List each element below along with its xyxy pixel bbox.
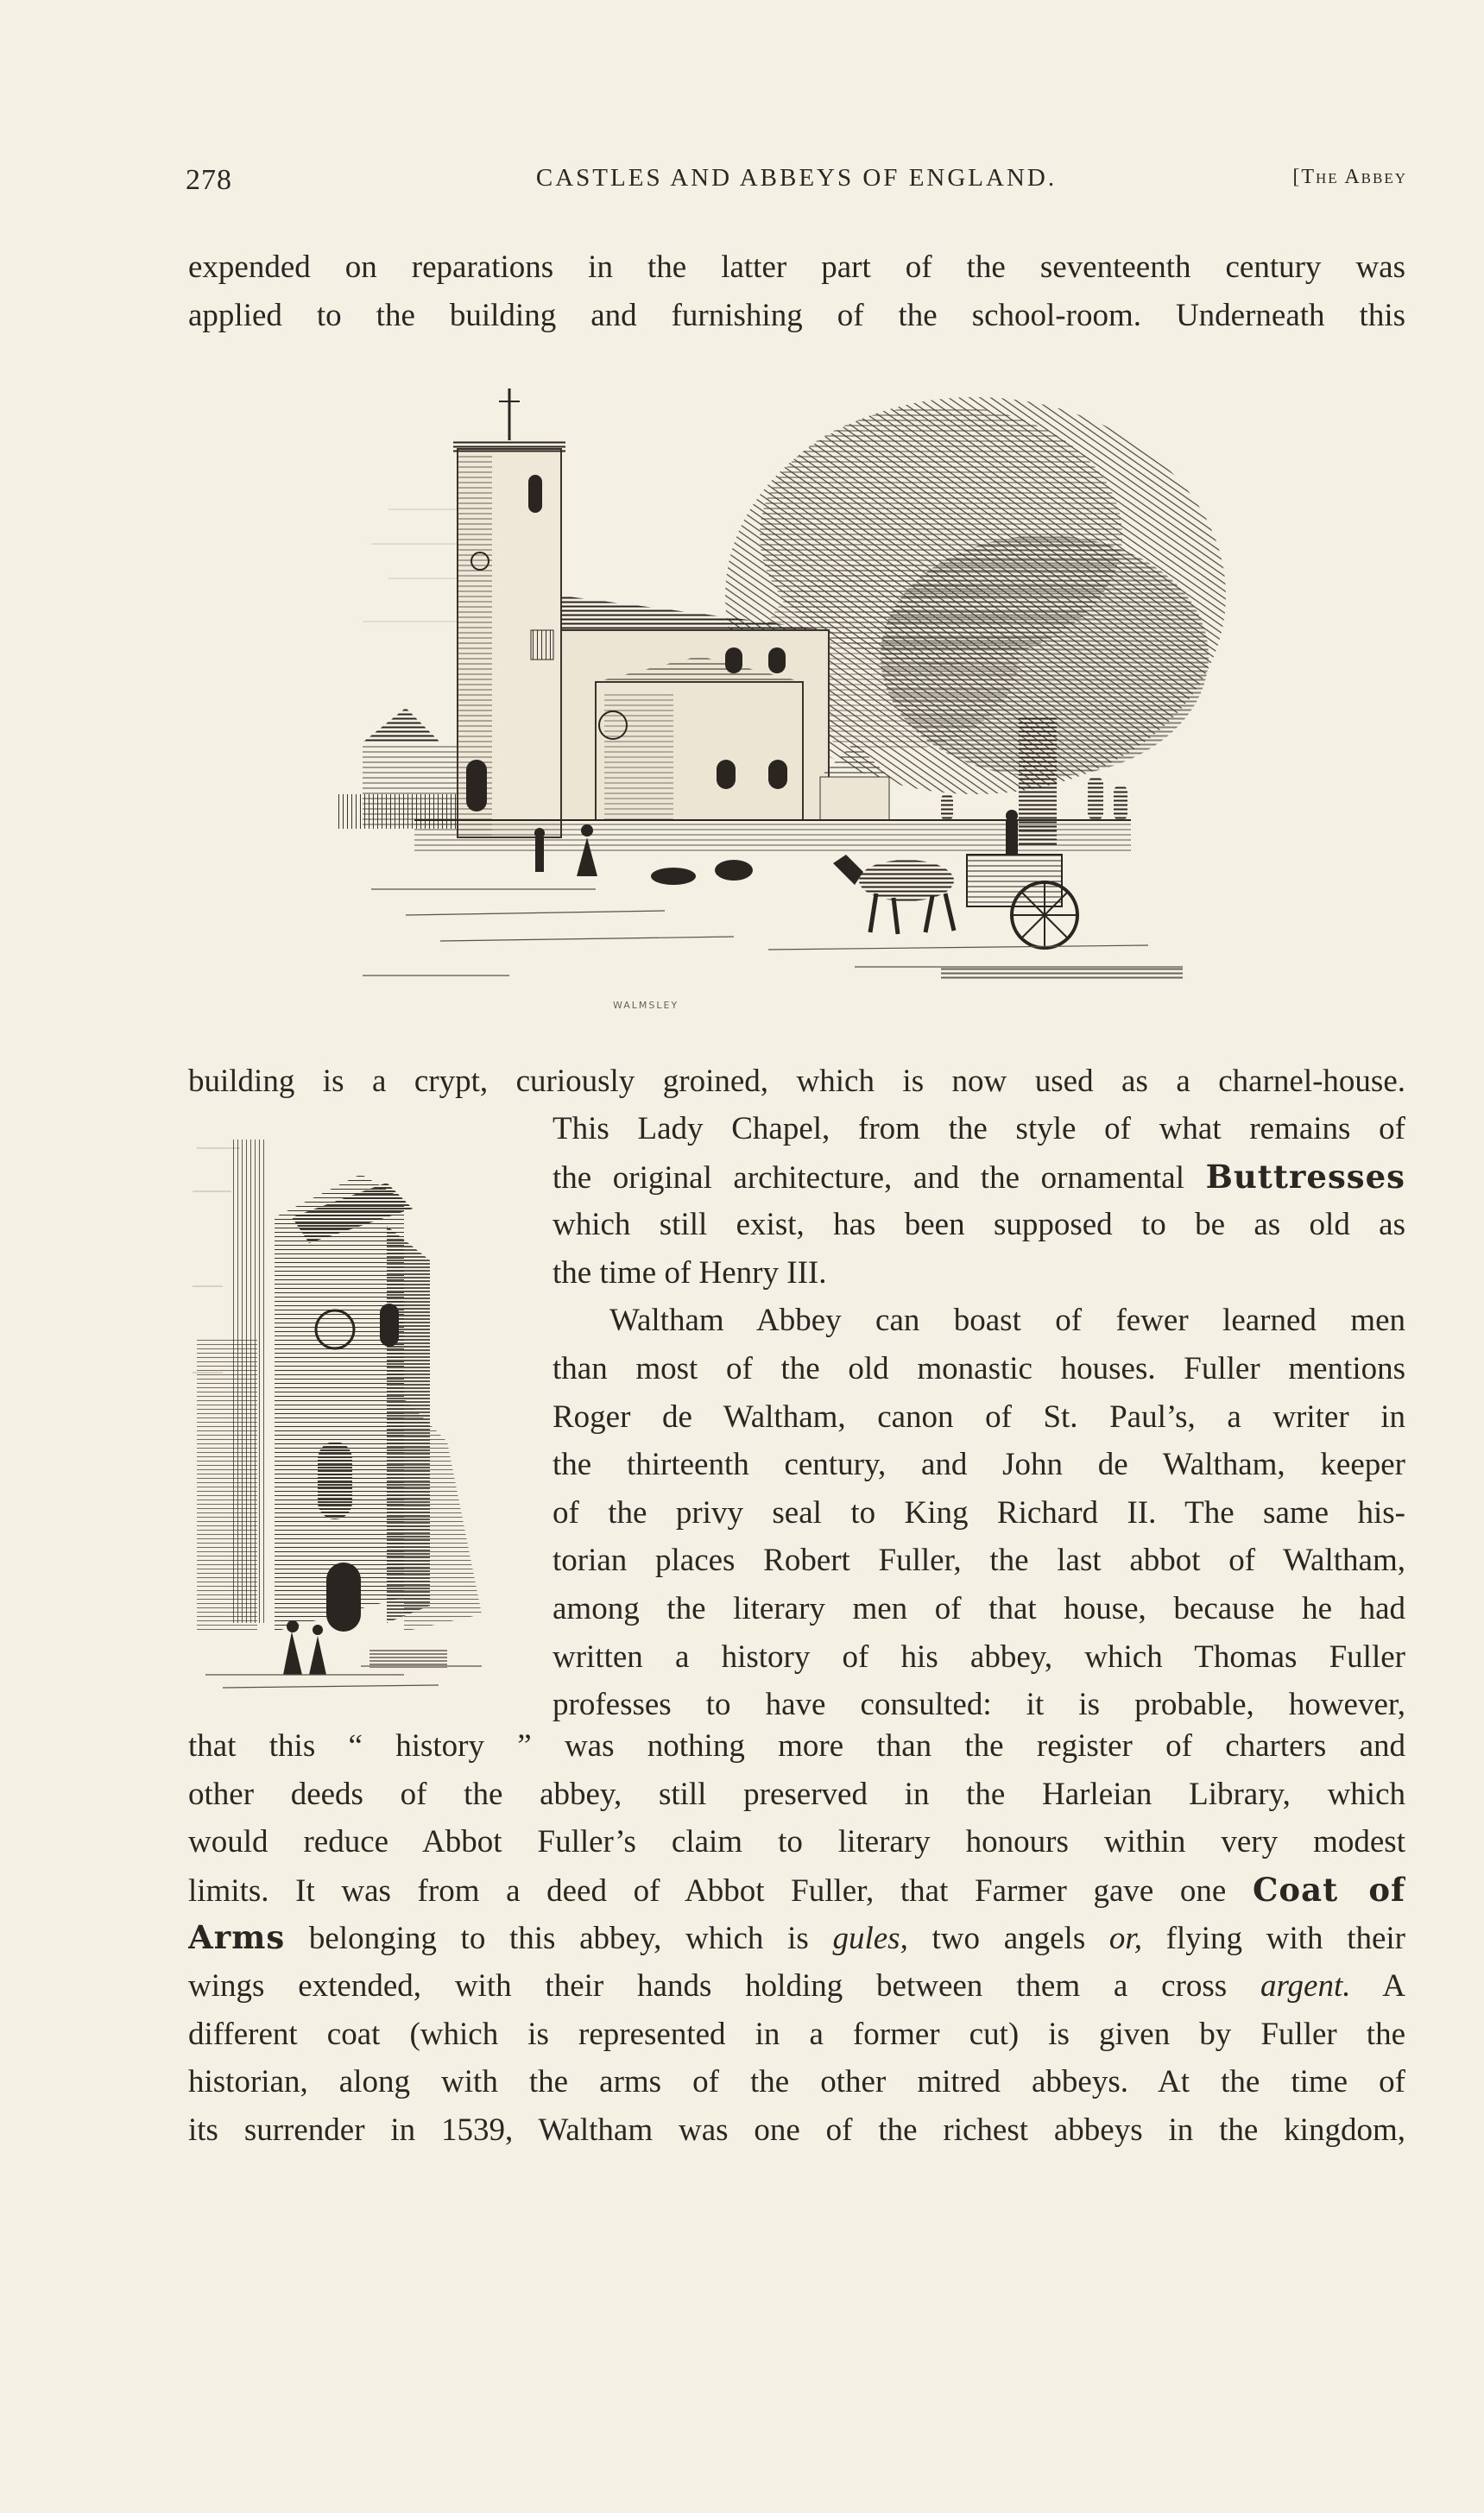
bottom-paragraph <box>188 1722 1405 2154</box>
church-engraving <box>337 371 1235 1027</box>
blackletter-arms: Arms <box>188 1918 286 1957</box>
text-line: professes to have consulted: it is probable, however, <box>553 1687 1405 1723</box>
text-line: different coat (which is represented in a former cut) is given by Fuller the <box>188 2016 1405 2052</box>
crypt-line <box>188 1058 1405 1106</box>
text-line: Arms belonging to this abbey, which is gules, two angels or, flying with their <box>188 1918 1405 1957</box>
text-line: expended on reparations in the latter part of the seventeenth century was <box>188 249 1405 285</box>
text-line: of the privy seal to King Richard II. The same his- <box>553 1494 1405 1531</box>
engraver-signature: WALMSLEY <box>613 1000 679 1011</box>
text-line-indent: Waltham Abbey can boast of fewer learned men <box>609 1303 1405 1339</box>
top-paragraph <box>188 243 1405 339</box>
running-title: CASTLES AND ABBEYS OF ENGLAND. <box>535 164 1058 192</box>
text-line: historian, along with the arms of the other mitred abbeys. At the time of <box>188 2064 1405 2100</box>
text-line: Roger de Waltham, canon of St. Paul’s, a writer in <box>553 1399 1405 1435</box>
text-line: the original architecture, and the ornamental Buttresses <box>553 1157 1405 1196</box>
text-line: the thirteenth century, and John de Waltham, keeper <box>553 1447 1405 1483</box>
italic-gules: gules, <box>832 1921 908 1957</box>
italic-or: or, <box>1108 1921 1142 1957</box>
running-head-section: [The Abbey <box>1292 166 1407 188</box>
blackletter-coat-of: Coat of <box>1252 1870 1405 1909</box>
text-line: torian places Robert Fuller, the last abbot of Waltham, <box>553 1543 1405 1579</box>
text-line: written a history of his abbey, which Thomas Fuller <box>553 1639 1405 1675</box>
text-line: which still exist, has been supposed to be as old as <box>553 1207 1405 1243</box>
text-line: the time of Henry III. <box>553 1254 827 1291</box>
church-engraving-art <box>337 371 1235 1027</box>
wrapped-column <box>553 1105 1405 1729</box>
text-line: would reduce Abbot Fuller’s claim to literary honours within very modest <box>188 1824 1405 1860</box>
chapel-engraving-art <box>188 1114 534 1705</box>
italic-argent: argent. <box>1260 1967 1351 2004</box>
blackletter-buttresses: Buttresses <box>1205 1157 1405 1196</box>
text-line: among the literary men of that house, because he had <box>553 1590 1405 1626</box>
text-line: applied to the building and furnishing of the school-room. Underneath this <box>188 297 1405 333</box>
text-line: limits. It was from a deed of Abbot Fuller, that Farmer gave one Coat of <box>188 1870 1405 1909</box>
page-header <box>186 164 1407 207</box>
text-line: building is a crypt, curiously groined, which is now used as a charnel-house. <box>188 1064 1405 1099</box>
text-line: This Lady Chapel, from the style of what remains of <box>553 1111 1405 1146</box>
church-tower <box>453 388 565 837</box>
text-line: its surrender in 1539, Waltham was one of the richest abbeys in the kingdom, <box>188 2112 1405 2148</box>
chapel-buttress-engraving <box>188 1114 534 1705</box>
house <box>337 708 458 829</box>
churchyard-wall <box>414 820 1131 855</box>
text-line: wings extended, with their hands holding between them a cross argent. A <box>188 1967 1405 2004</box>
text-line: other deeds of the abbey, still preserved in the Harleian Library, which <box>188 1776 1405 1812</box>
text-line: that this “ history ” was nothing more than the register of charters and <box>188 1728 1405 1764</box>
text-line: than most of the old monastic houses. Fuller mentions <box>553 1350 1405 1386</box>
page-number: 278 <box>186 164 232 196</box>
